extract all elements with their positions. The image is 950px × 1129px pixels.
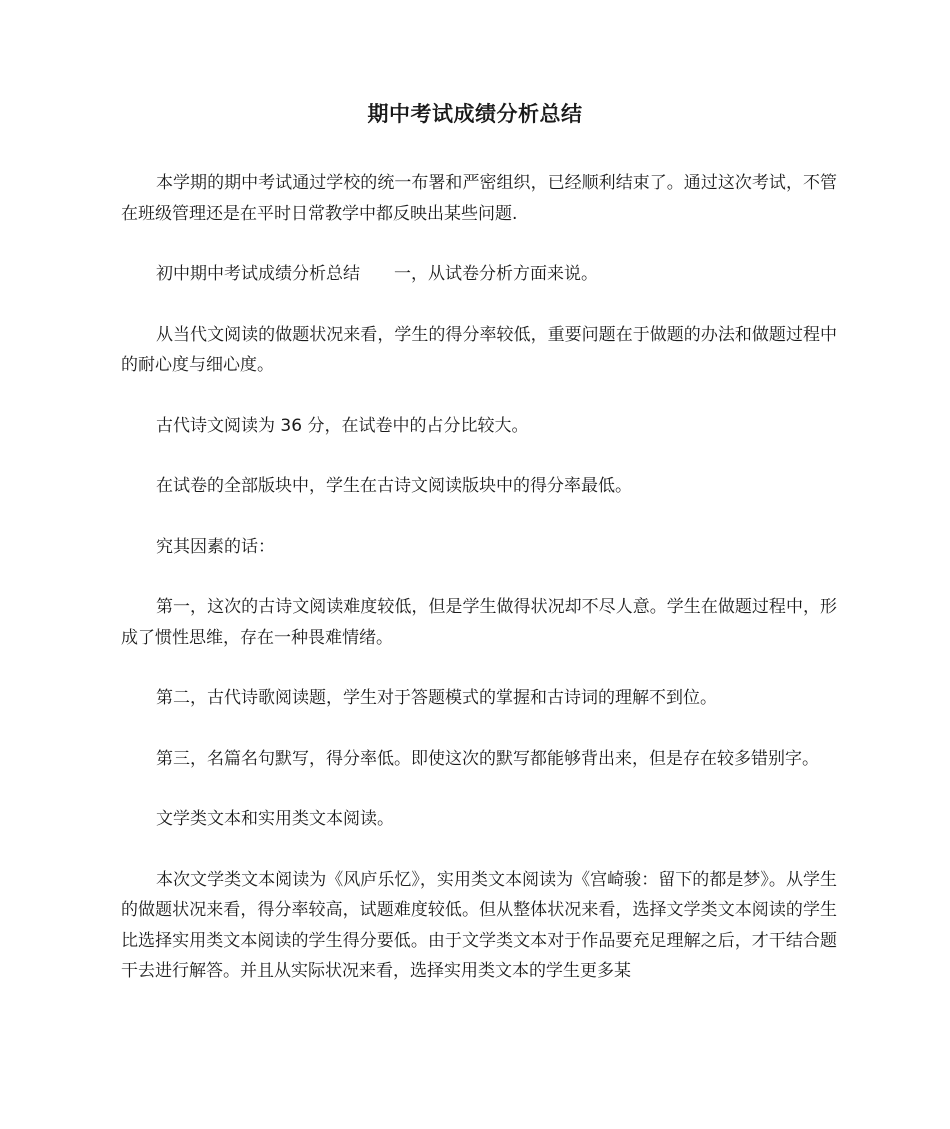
- paragraph-text-reading-heading: 文学类文本和实用类文本阅读。: [156, 809, 394, 829]
- document-body: [121, 168, 837, 1017]
- paragraph-intro: 本学期的期中考试通过学校的统一布署和严密组织，已经顺利结束了。通过这次考试，不管在班级管理还是在平时日常教学中都反映出某些问题.: [121, 173, 837, 224]
- paragraph-reasons-intro: 究其因素的话：: [156, 536, 275, 557]
- paragraph-reason-first: 第一，这次的古诗文阅读难度较低，但是学生做得状况却不尽人意。学生在做题过程中，形成了惯性思维，存在一种畏难情绪。: [121, 597, 837, 648]
- document-title: 期中考试成绩分析总结: [367, 102, 583, 126]
- section-label: 初中期中考试成绩分析总结: [156, 264, 360, 284]
- paragraph-lowest-score: 在试卷的全部版块中，学生在古诗文阅读版块中的得分率最低。: [156, 476, 632, 496]
- paragraph-section-heading: [121, 259, 837, 290]
- paragraph-text-reading-detail: 本次文学类文本阅读为《风庐乐忆》，实用类文本阅读为《宫崎骏：留下的都是梦》。从学生的做题状况来看，得分率较高，试题难度较低。但从整体状况来看，选择文学类文本阅读的学生比选择实用类文本阅读的学生得分要低。由于文学类文本对于作品要充足理解之后，才干结合题干去进行解答。并且从实际状况来看，选择实用类文本的学生更多某: [121, 869, 837, 981]
- paragraph-ancient-reading-score: 古代诗文阅读为 36 分，在试卷中的占分比较大。: [156, 415, 529, 436]
- paragraph-reason-second: 第二，古代诗歌阅读题，学生对于答题模式的掌握和古诗词的理解不到位。: [156, 688, 717, 708]
- section-subheading: 一，从试卷分析方面来说。: [394, 264, 598, 284]
- paragraph-reason-third: 第三，名篇名句默写，得分率低。即使这次的默写都能够背出来，但是存在较多错别字。: [156, 748, 819, 769]
- paragraph-modern-reading: 从当代文阅读的做题状况来看，学生的得分率较低，重要问题在于做题的办法和做题过程中的耐心度与细心度。: [121, 324, 837, 375]
